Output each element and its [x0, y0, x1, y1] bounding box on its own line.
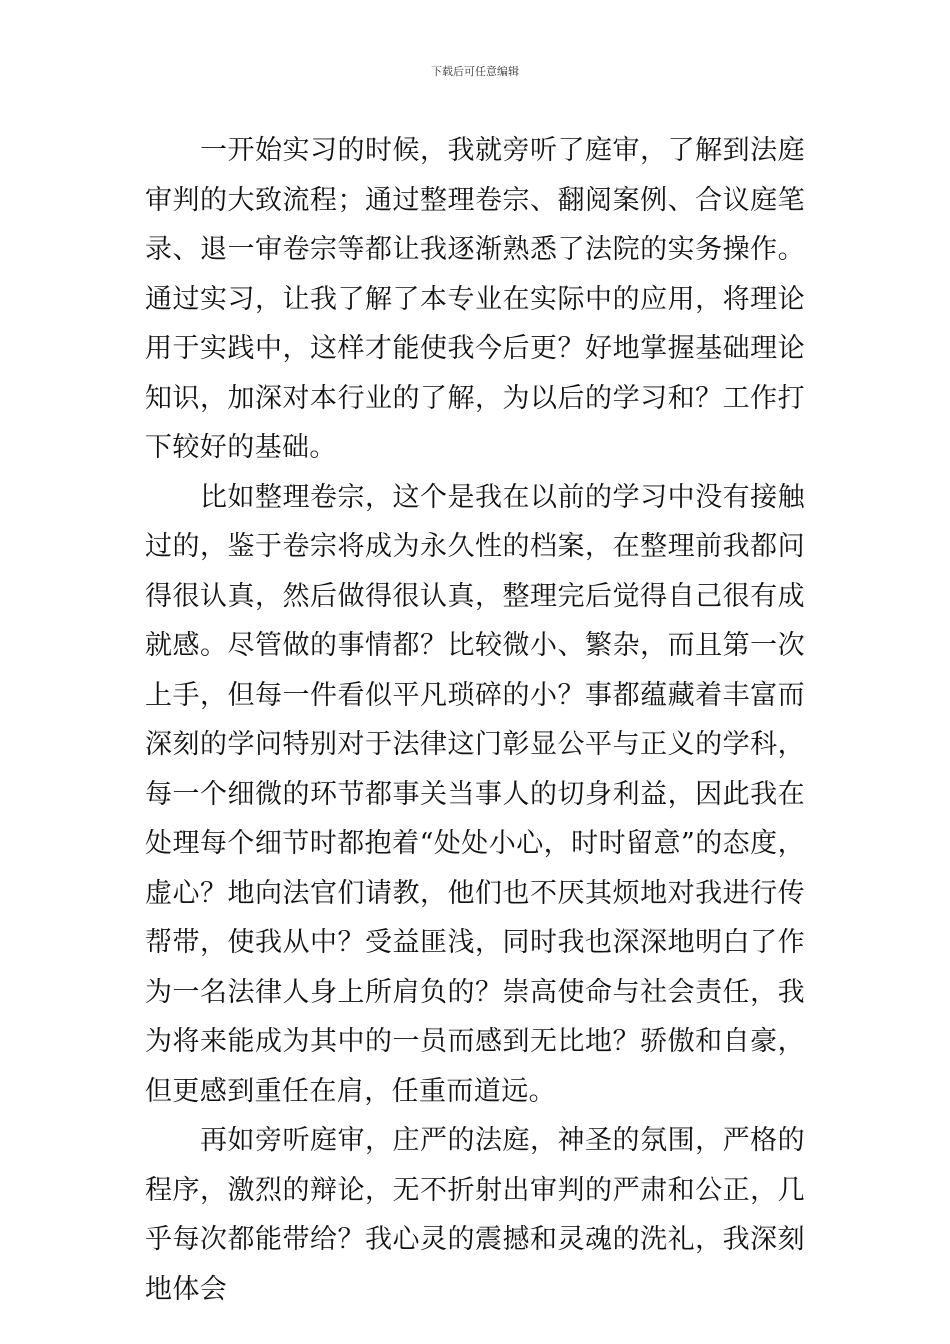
page-header: 下载后可任意编辑	[431, 65, 519, 78]
paragraph-1: 一开始实习的时候，我就旁听了庭审，了解到法庭审判的大致流程；通过整理卷宗、翻阅案例、合议庭笔录、退一审卷宗等都让我逐渐熟悉了法院的实务操作。通过实习，让我了解了本专业在实际中的应用，将理论用于实践中，这样才能使我今后更？好地掌握基础理论知识，加深对本行业的了解，为以后的学习和？工作打下较好的基础。	[145, 135, 805, 463]
paragraph-2: 比如整理卷宗，这个是我在以前的学习中没有接触过的，鉴于卷宗将成为永久性的档案，在整理前我都问得很认真，然后做得很认真，整理完后觉得自己很有成就感。尽管做的事情都？比较微小、繁杂，而且第一次上手，但每一件看似平凡琐碎的小？事都蕴藏着丰富而深刻的学问特别对于法律这门彰显公平与正义的学科，每一个细微的环节都事关当事人的切身利益，因此我在处理每个细节时都抱着“处处小心，时时留意”的态度，虚心？地向法官们请教，他们也不厌其烦地对我进行传帮带，使我从中？受益匪浅，同时我也深深地明白了作为一名法律人身上所肩负的？崇高使命与社会责任，我为将来能成为其中的一员而感到无比地？骄傲和自豪，但更感到重任在肩，任重而道远。	[145, 481, 805, 1107]
paragraph-3: 再如旁听庭审，庄严的法庭，神圣的氛围，严格的程序，激烈的辩论，无不折射出审判的严肃和公正，几乎每次都能带给？我心灵的震撼和灵魂的洗礼，我深刻地体会	[145, 1125, 805, 1305]
document-body	[145, 126, 805, 1314]
